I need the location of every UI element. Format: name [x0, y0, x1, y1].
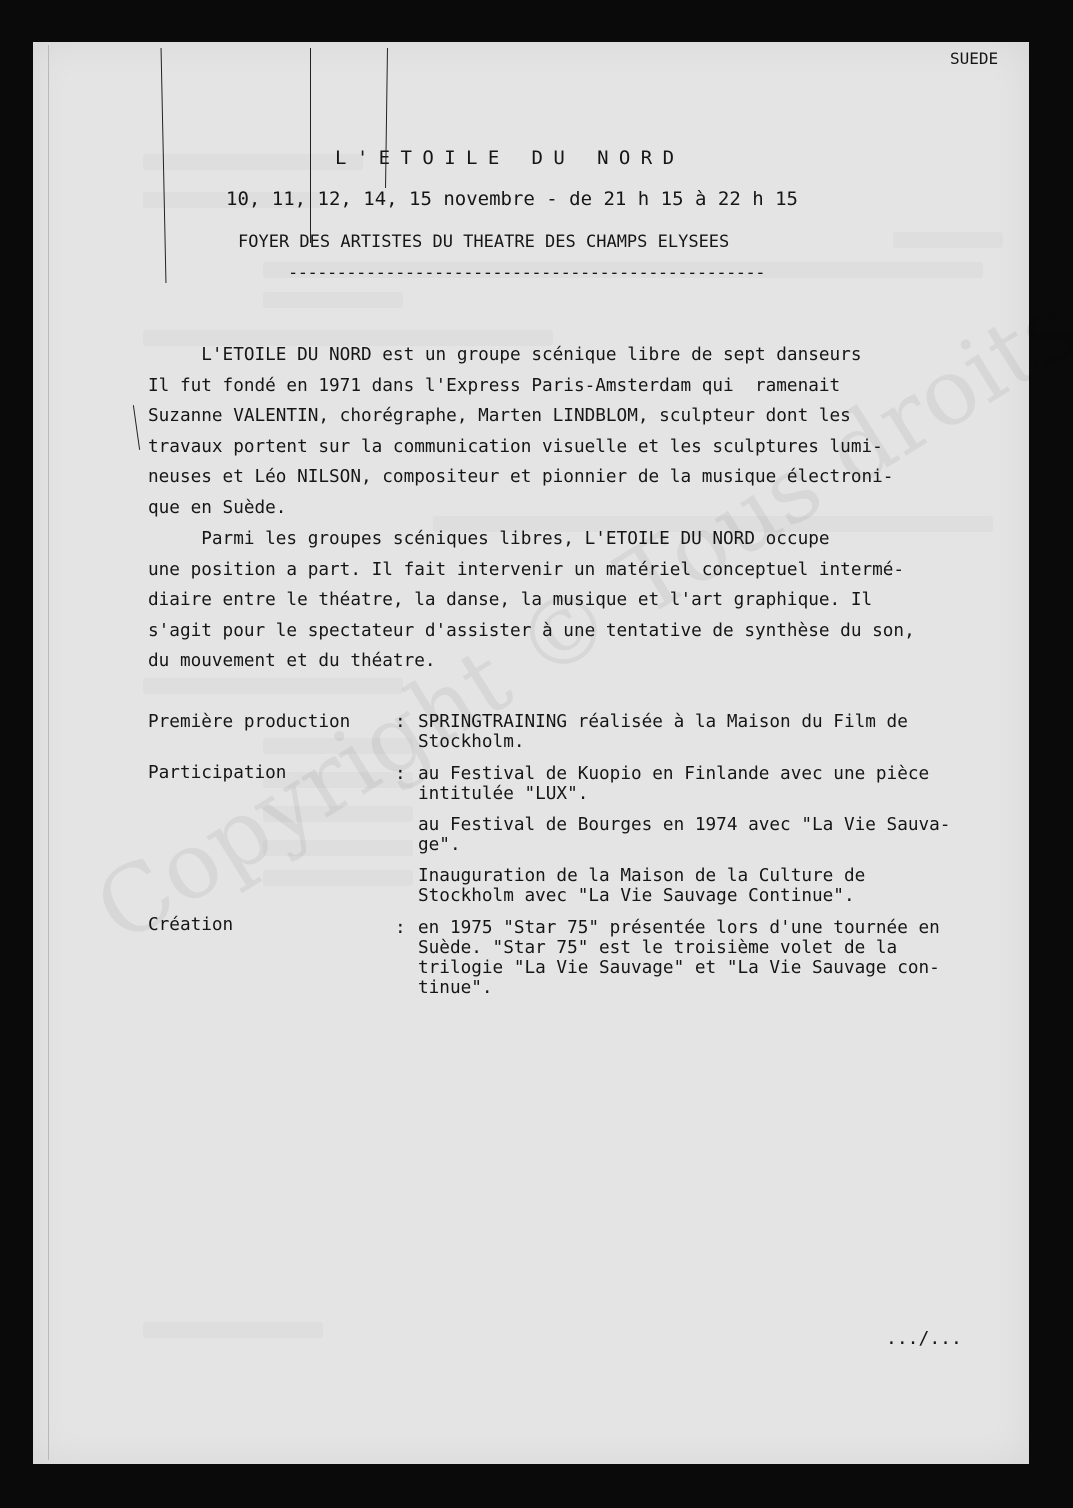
detail-line: Inauguration de la Maison de la Culture de [418, 866, 866, 886]
paragraph-line: s'agit pour le spectateur d'assister à une tentative de synthèse du son, [148, 620, 915, 641]
performance-dates: 10, 11, 12, 14, 15 novembre - de 21 h 15 à 22 h 15 [226, 188, 798, 210]
detail-value-premiere [418, 712, 908, 752]
paragraph-line: Parmi les groupes scéniques libres, L'ETOILE DU NORD occupe [148, 529, 830, 549]
paragraph-line: du mouvement et du théatre. [148, 651, 436, 671]
paragraph-line: Suzanne VALENTIN, chorégraphe, Marten LINDBLOM, sculpteur dont les [148, 406, 851, 426]
detail-colon: : [395, 918, 406, 938]
intro-paragraph [148, 340, 893, 523]
detail-line: au Festival de Bourges en 1974 avec "La Vie Sauva- [418, 815, 951, 835]
page-title: L'ETOILE DU NORD [335, 147, 685, 169]
detail-line: ge". [418, 835, 461, 855]
paragraph-line: travaux portent sur la communication visuelle et les sculptures lumi- [148, 436, 883, 457]
document-page [33, 42, 1073, 1464]
detail-value-participation-bourges [418, 815, 950, 855]
detail-line: trilogie "La Vie Sauvage" et "La Vie Sauvage con- [418, 958, 940, 978]
paper-edge-line [48, 45, 49, 1460]
detail-line: SPRINGTRAINING réalisée à la Maison du Film de [418, 712, 908, 732]
detail-label-participation: Participation [148, 763, 287, 783]
detail-label-premiere: Première production [148, 712, 351, 732]
detail-line: Stockholm avec "La Vie Sauvage Continue". [418, 886, 855, 906]
detail-value-participation-inauguration [418, 866, 865, 906]
detail-line: intitulée "LUX". [418, 784, 589, 804]
detail-line: en 1975 "Star 75" présentée lors d'une tournée en [418, 918, 940, 938]
detail-line: Suède. "Star 75" est le troisième volet de la [418, 938, 898, 958]
copyright-watermark: Copyright © Tous droits [77, 272, 1073, 964]
detail-colon: : [395, 764, 406, 784]
detail-label-creation: Création [148, 915, 234, 935]
paragraph-line: que en Suède. [148, 497, 287, 518]
country-label: SUEDE [950, 49, 999, 68]
detail-value-creation [418, 918, 940, 998]
paragraph-line: une position a part. Il fait intervenir un matériel conceptuel intermé- [148, 559, 905, 580]
paragraph-line: diaire entre le théatre, la danse, la musique et l'art graphique. Il [148, 590, 873, 610]
paragraph-line: L'ETOILE DU NORD est un groupe scénique libre de sept danseurs [148, 345, 862, 365]
detail-line: tinue". [418, 978, 493, 998]
detail-line: Stockholm. [418, 732, 525, 752]
detail-line: au Festival de Kuopio en Finlande avec une pièce [418, 764, 930, 784]
paragraph-line: Il fut fondé en 1971 dans l'Express Paris-Amsterdam qui ramenait [148, 375, 841, 396]
detail-value-participation-kuopio [418, 764, 929, 804]
paragraph-line: neuses et Léo NILSON, compositeur et pionnier de la musique électroni- [148, 467, 894, 487]
underline-rule: ------------------------------------------------- [288, 263, 766, 283]
continuation-mark: .../... [886, 1328, 962, 1349]
vertical-margin-mark [310, 48, 311, 243]
positioning-paragraph [148, 524, 915, 677]
detail-colon: : [395, 712, 406, 732]
venue-name: FOYER DES ARTISTES DU THEATRE DES CHAMPS ELYSEES [238, 232, 730, 252]
